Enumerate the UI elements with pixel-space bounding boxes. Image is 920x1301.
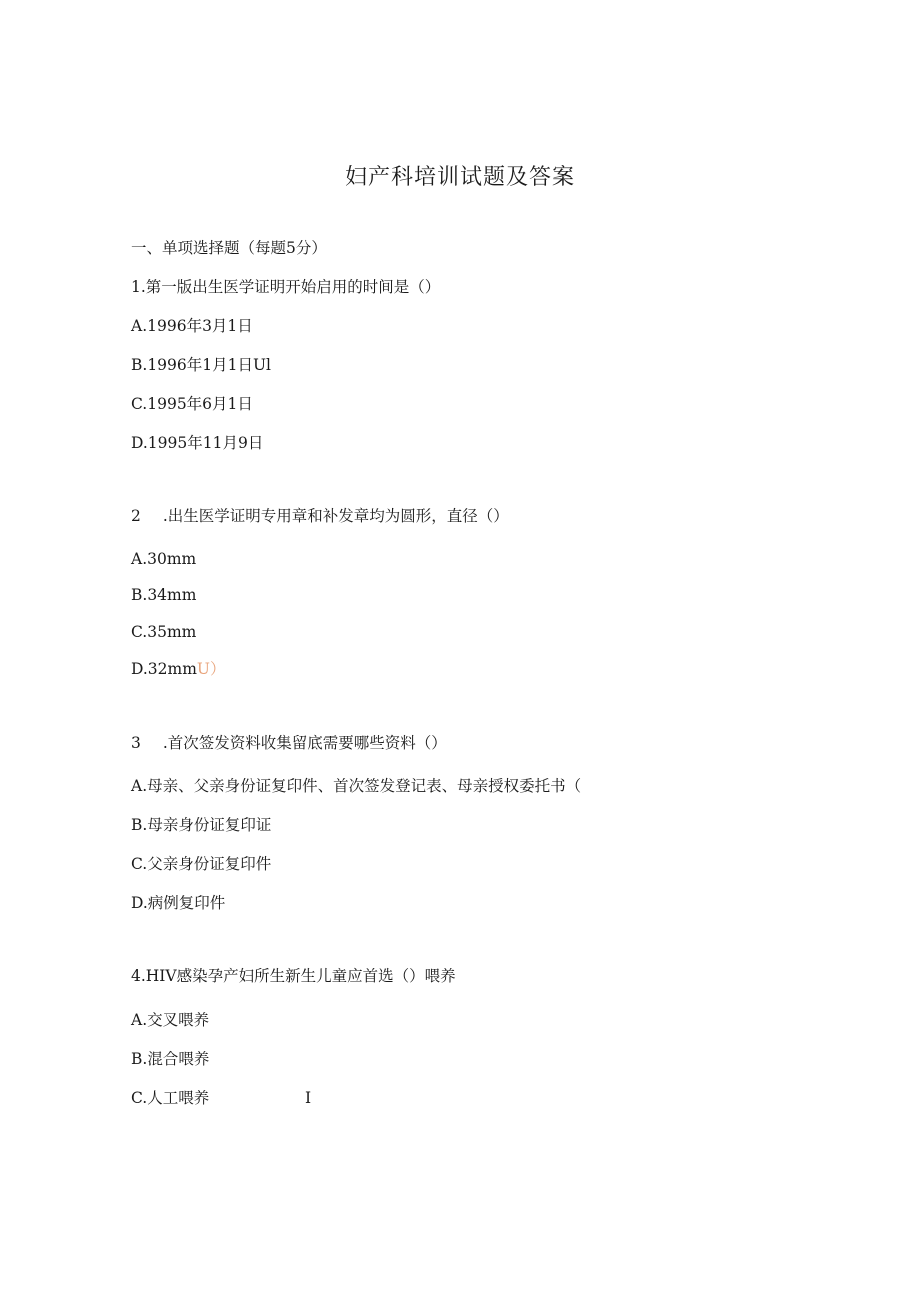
question-2-option-b: B.34mm	[131, 586, 197, 604]
stray-mark: I	[305, 1089, 312, 1107]
question-3-option-a: A.母亲、父亲身份证复印件、首次签发登记表、母亲授权委托书（	[131, 777, 582, 795]
question-2-option-d-suffix: U）	[196, 660, 226, 678]
question-3-stem: .首次签发资料收集留底需要哪些资料（）	[162, 734, 447, 752]
section-heading: 一、单项选择题（每题5分）	[131, 239, 327, 257]
question-3-option-d: D.病例复印件	[131, 894, 226, 912]
question-2-option-d: D.32mm	[131, 660, 197, 678]
question-4-option-b: B.混合喂养	[131, 1050, 210, 1068]
question-1-option-c: C.1995年6月1日	[131, 395, 253, 413]
question-1-option-b: B.1996年1月1日Ul	[131, 356, 272, 374]
question-4-stem: 4.HIV感染孕产妇所生新生儿童应首选（）喂养	[131, 967, 456, 985]
question-4-option-c: C.人工喂养	[131, 1089, 210, 1107]
question-2-option-d-line	[131, 658, 226, 680]
question-1-stem: 1.第一版出生医学证明开始启用的时间是（）	[131, 278, 441, 296]
question-2-stem-line	[131, 505, 509, 527]
question-4-option-a: A.交叉喂养	[131, 1011, 210, 1029]
question-2-stem: .出生医学证明专用章和补发章均为圆形，直径（）	[162, 507, 509, 525]
question-3-option-b: B.母亲身份证复印证	[131, 816, 272, 834]
question-3-option-c: C.父亲身份证复印件	[131, 855, 272, 873]
question-1-option-d: D.1995年11月9日	[131, 434, 264, 452]
question-3-number: 3	[131, 734, 141, 752]
question-2-option-c: C.35mm	[131, 623, 197, 641]
question-1-option-a: A.1996年3月1日	[131, 317, 253, 335]
question-2-option-a: A.30mm	[131, 550, 197, 568]
document-title: 妇产科培训试题及答案	[344, 165, 575, 190]
question-3-stem-line	[131, 732, 447, 754]
question-2-number: 2	[131, 507, 141, 525]
